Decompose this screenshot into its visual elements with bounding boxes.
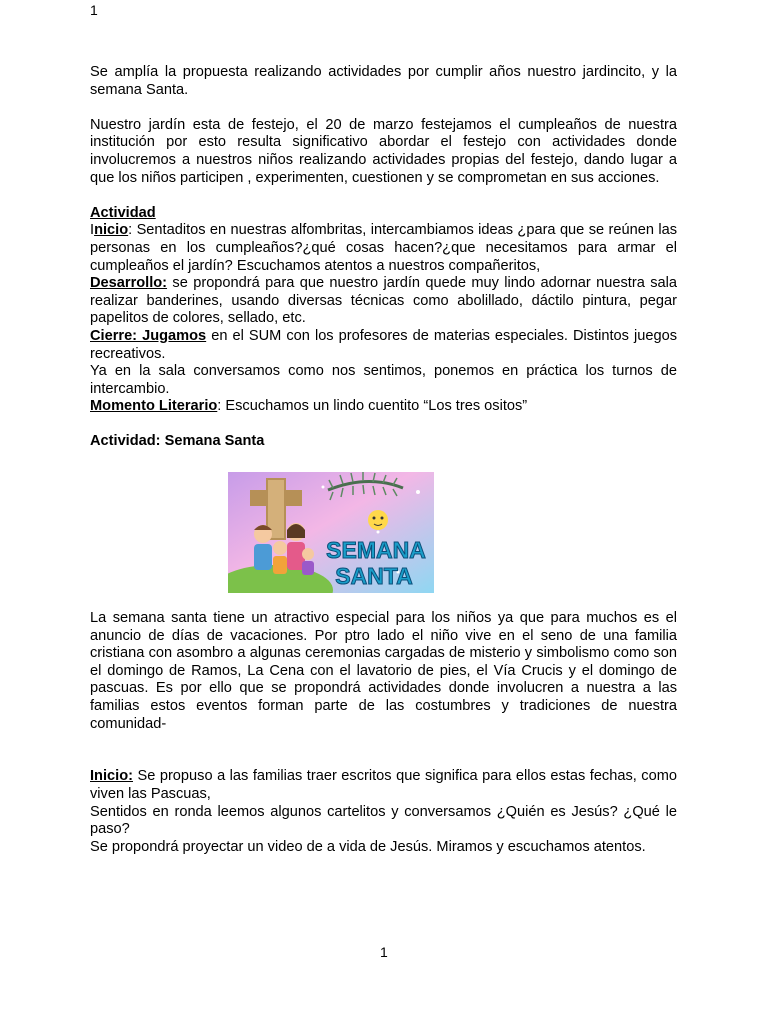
santa-text: SANTA xyxy=(335,563,413,589)
sentidos-paragraph: Sentidos en ronda leemos algunos cartelitos y conversamos ¿Quién es Jesús? ¿Qué le paso? xyxy=(90,803,677,838)
desarrollo-label: Desarrollo: xyxy=(90,275,168,292)
cierre-text: en el SUM con los profesores de materias especiales. Distintos juegos recreativos. xyxy=(90,327,677,362)
momento-text: : Escuchamos un lindo cuentito “Los tres ositos” xyxy=(217,398,528,415)
ya-paragraph: Ya en la sala conversamos como nos sentimos, ponemos en práctica los turnos de intercambio. xyxy=(90,363,677,397)
cierre-label: Cierre: Jugamos xyxy=(90,327,207,344)
desarrollo-text: se propondrá para que nuestro jardín quede muy lindo adornar nuestra sala realizar banderines, usando diversas técnicas como abolillado, dáctilo pintura, pegar papelitos de colores, sellado, etc. xyxy=(90,275,677,327)
document-body xyxy=(90,64,677,451)
actividad-heading: Actividad xyxy=(90,204,156,221)
semana-text: SEMANA xyxy=(326,537,426,563)
semana-inicio-text: Se propuso a las familias traer escritos que significa para ellos estas fechas, como viven las Pascuas, xyxy=(90,768,677,802)
semana-santa-image xyxy=(228,472,434,593)
cierre-paragraph xyxy=(90,328,677,363)
momento-paragraph xyxy=(90,398,677,416)
inicio-paragraph xyxy=(90,222,677,275)
festejo-paragraph: Nuestro jardín esta de festejo, el 20 de marzo festejamos el cumpleaños de nuestra institución por esto resulta significativo abordar el festejo con actividades donde involucremos a nuestros niños realizando actividades propias del festejo, dando lugar a que los niños participen , experimenten, cuestionen y se comprometan en sus acciones. xyxy=(90,116,677,186)
semana-inicio-paragraph xyxy=(90,768,677,803)
inicio-text: : Sentaditos en nuestras alfombritas, intercambiamos ideas ¿para que se reúnen las personas en los cumpleaños?¿qué cosas hacen?¿que necesitamos para armar el cumpleaños el jardín? Escuchamos atentos a nuestros compañeritos, xyxy=(90,222,677,274)
page-number-top: 1 xyxy=(90,2,98,18)
inicio-first-letter: I xyxy=(90,222,95,239)
semana-inicio-label: Inicio: xyxy=(90,768,133,785)
video-paragraph: Se propondrá proyectar un video de a vida de Jesús. Miramos y escuchamos atentos. xyxy=(90,838,646,855)
intro-paragraph: Se amplía la propuesta realizando actividades por cumplir años nuestro jardincito, y la semana Santa. xyxy=(90,64,677,98)
semana-santa-body xyxy=(90,610,677,856)
semana-santa-paragraph: La semana santa tiene un atractivo especial para los niños ya que para muchos es el anuncio de días de vacaciones. Por ptro lado el niño vive en el seno de una familia cristiana con asombro a algunas ceremonias cargadas de misterio y simbolismo como son el domingo de Ramos, La Cena con el lavatorio de pies, el Vía Crucis y el domingo de pascuas. Es por ello que se propondrá actividades donde involucren a nuestra a las familias estos eventos forman parte de las costumbres y tradiciones de nuestra comunidad- xyxy=(90,610,677,732)
semana-santa-heading: Actividad: Semana Santa xyxy=(90,433,265,450)
momento-label: Momento Literario xyxy=(90,398,218,415)
page-number-bottom: 1 xyxy=(380,944,388,960)
desarrollo-paragraph xyxy=(90,275,677,328)
inicio-label: nicio xyxy=(94,222,129,239)
